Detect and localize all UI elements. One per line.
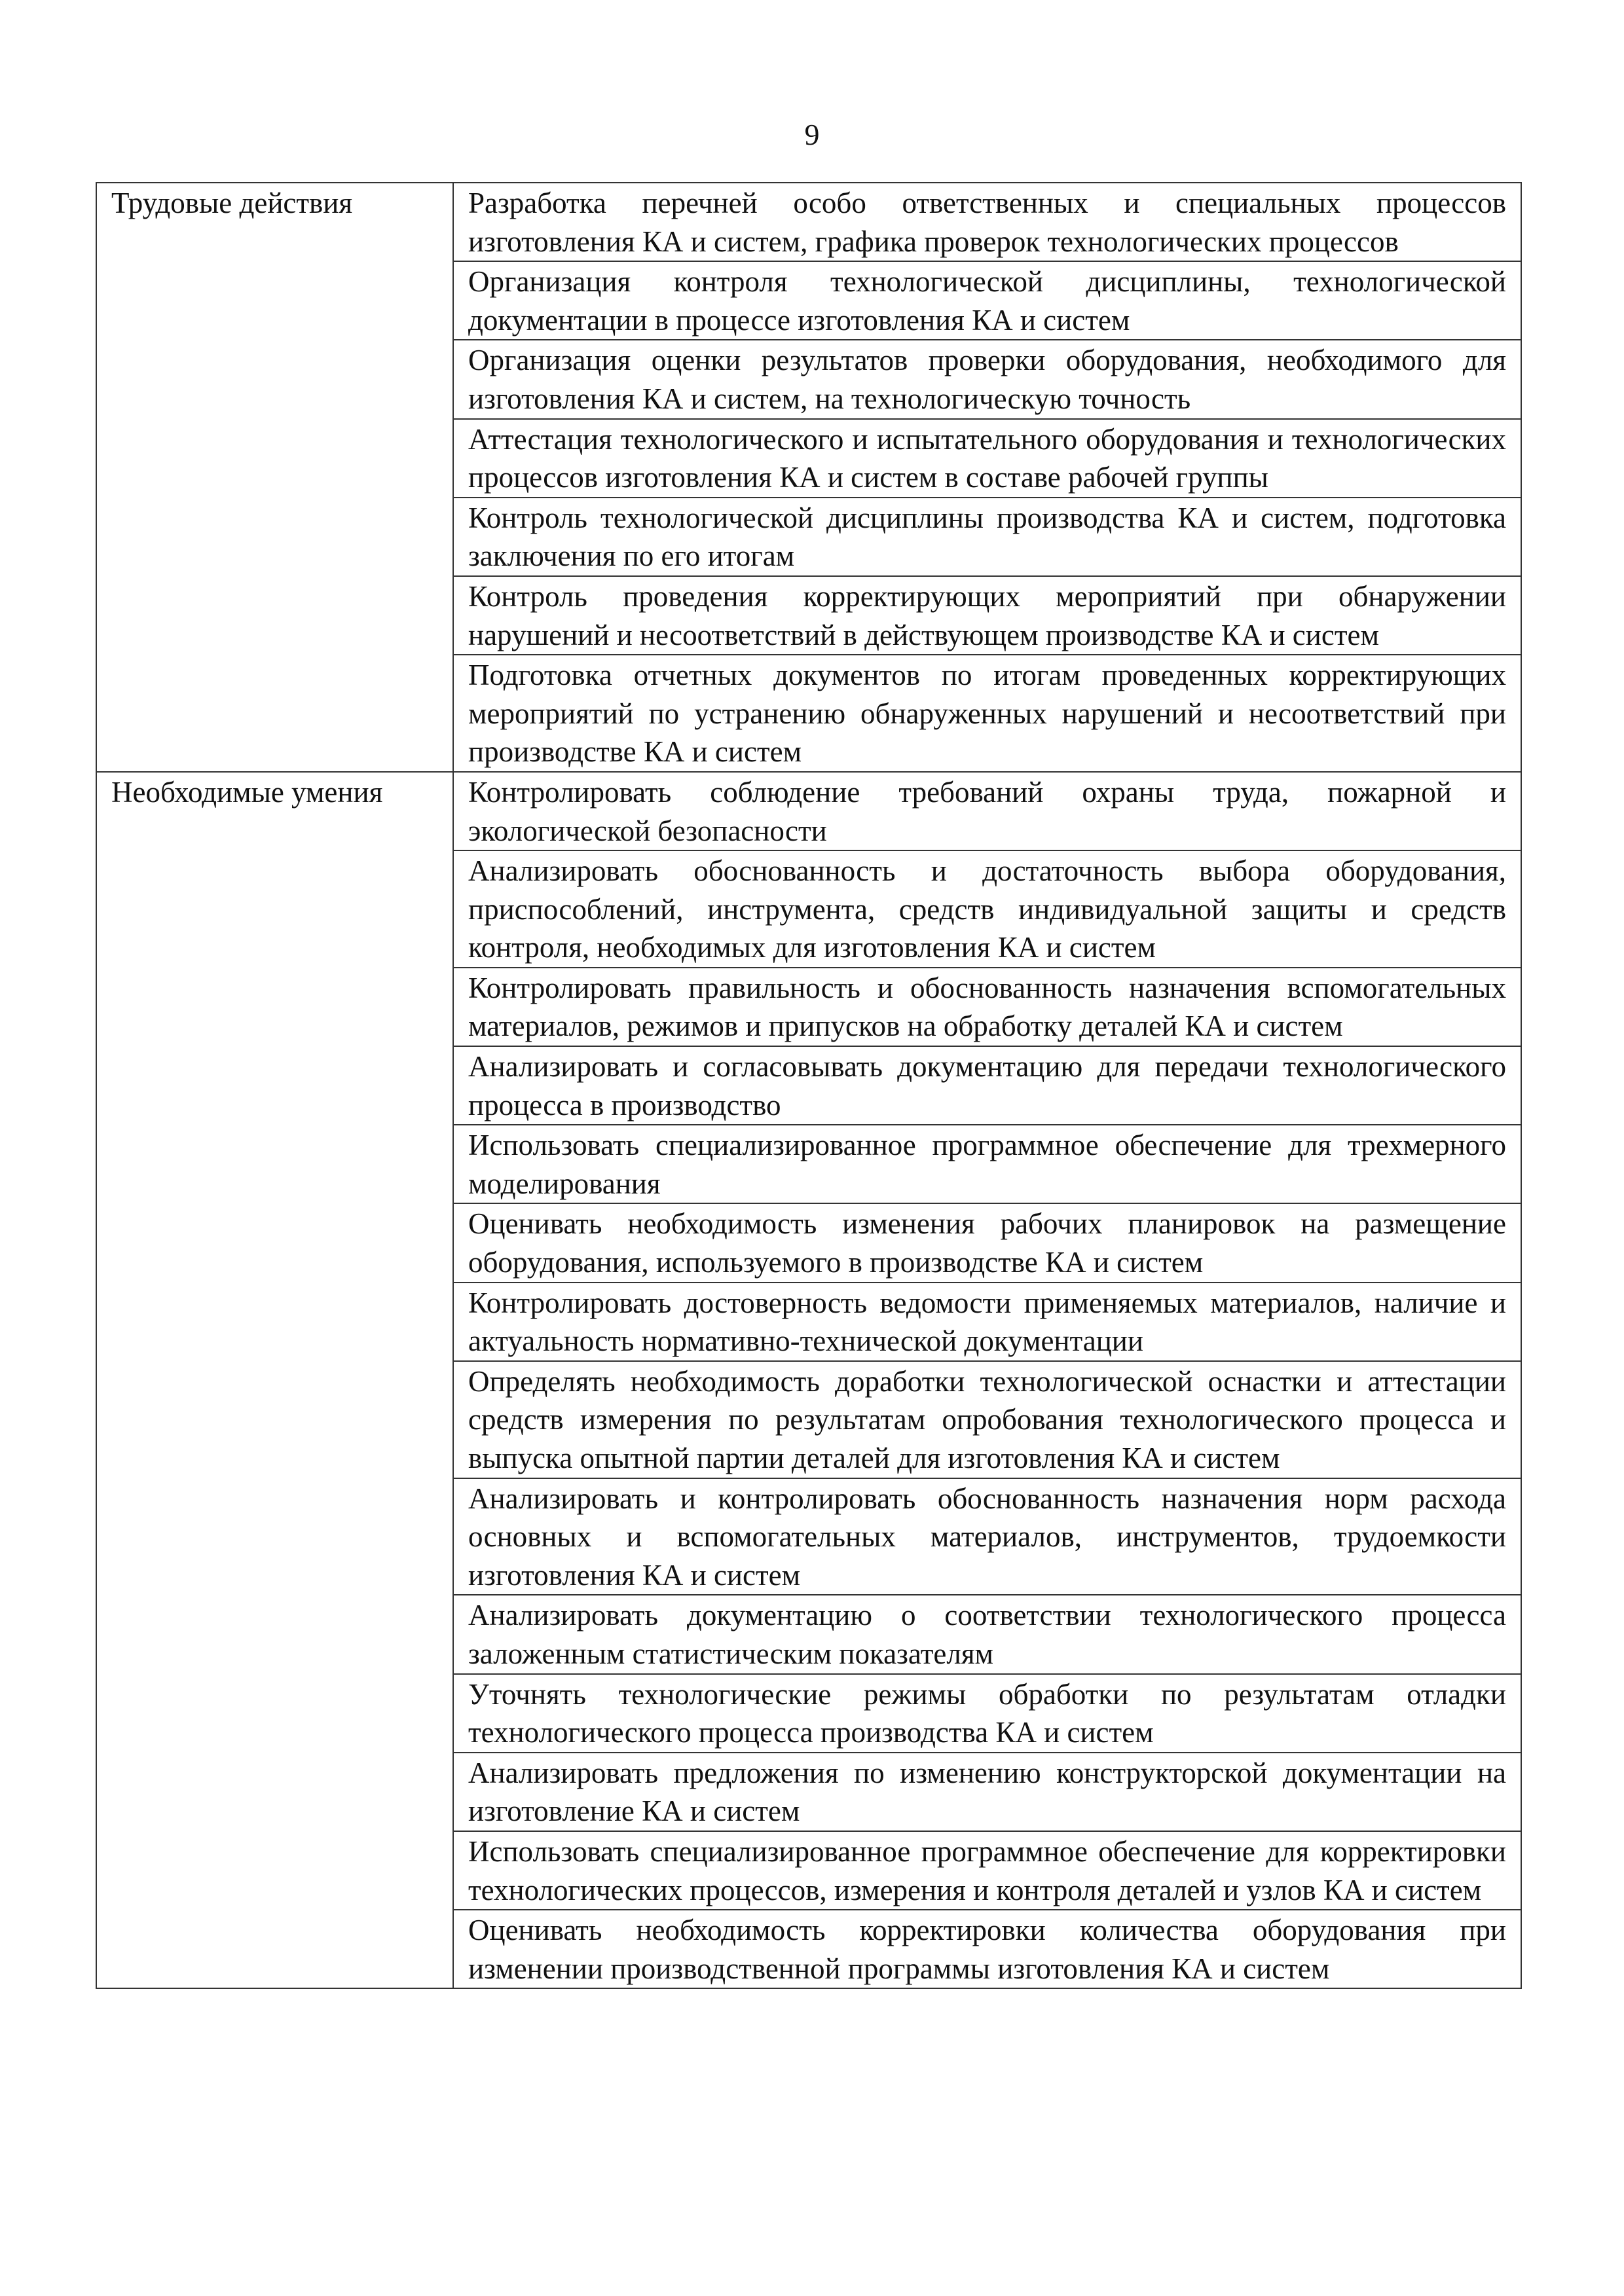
- section-item: Контролировать достоверность ведомости применяемых материалов, наличие и актуальность нормативно-технической документации: [453, 1283, 1521, 1361]
- section-item: Подготовка отчетных документов по итогам проведенных корректирующих мероприятий по устранению обнаруженных нарушений и несоответствий при производстве КА и систем: [453, 655, 1521, 772]
- section-item: Контролировать соблюдение требований охраны труда, пожарной и экологической безопасности: [453, 772, 1521, 850]
- section-item: Использовать специализированное программное обеспечение для трехмерного моделирования: [453, 1125, 1521, 1203]
- section-label: Трудовые действия: [96, 183, 453, 772]
- competency-table: [96, 182, 1522, 1989]
- section-item: Организация оценки результатов проверки оборудования, необходимого для изготовления КА и систем, на технологическую точность: [453, 340, 1521, 418]
- section-item: Определять необходимость доработки технологической оснастки и аттестации средств измерения по результатам опробования технологического процесса и выпуска опытной партии деталей для изготовления КА и систем: [453, 1361, 1521, 1478]
- table-row: [96, 772, 1521, 850]
- section-item: Аттестация технологического и испытательного оборудования и технологических процессов изготовления КА и систем в составе рабочей группы: [453, 419, 1521, 498]
- section-item: Контроль проведения корректирующих мероприятий при обнаружении нарушений и несоответствий в действующем производстве КА и систем: [453, 576, 1521, 655]
- section-label: Необходимые умения: [96, 772, 453, 1988]
- table-row: [96, 183, 1521, 261]
- page-number: 9: [804, 118, 820, 151]
- section-item: Анализировать документацию о соответствии технологического процесса заложенным статистическим показателям: [453, 1595, 1521, 1673]
- section-item: Контроль технологической дисциплины производства КА и систем, подготовка заключения по его итогам: [453, 498, 1521, 576]
- section-item: Организация контроля технологической дисциплины, технологической документации в процессе изготовления КА и систем: [453, 261, 1521, 340]
- section-item: Анализировать обоснованность и достаточность выбора оборудования, приспособлений, инструмента, средств индивидуальной защиты и средств контроля, необходимых для изготовления КА и систем: [453, 850, 1521, 968]
- section-item: Анализировать и контролировать обоснованность назначения норм расхода основных и вспомогательных материалов, инструментов, трудоемкости изготовления КА и систем: [453, 1478, 1521, 1595]
- section-item: Оценивать необходимость корректировки количества оборудования при изменении производственной программы изготовления КА и систем: [453, 1910, 1521, 1988]
- section-item: Оценивать необходимость изменения рабочих планировок на размещение оборудования, используемого в производстве КА и систем: [453, 1203, 1521, 1282]
- section-item: Использовать специализированное программное обеспечение для корректировки технологических процессов, измерения и контроля деталей и узлов КА и систем: [453, 1831, 1521, 1910]
- section-item: Разработка перечней особо ответственных и специальных процессов изготовления КА и систем, графика проверок технологических процессов: [453, 183, 1521, 261]
- section-item: Контролировать правильность и обоснованность назначения вспомогательных материалов, режимов и припусков на обработку деталей КА и систем: [453, 968, 1521, 1046]
- section-item: Анализировать предложения по изменению конструкторской документации на изготовление КА и систем: [453, 1753, 1521, 1831]
- section-item: Анализировать и согласовывать документацию для передачи технологического процесса в производство: [453, 1046, 1521, 1125]
- section-item: Уточнять технологические режимы обработки по результатам отладки технологического процесса производства КА и систем: [453, 1674, 1521, 1753]
